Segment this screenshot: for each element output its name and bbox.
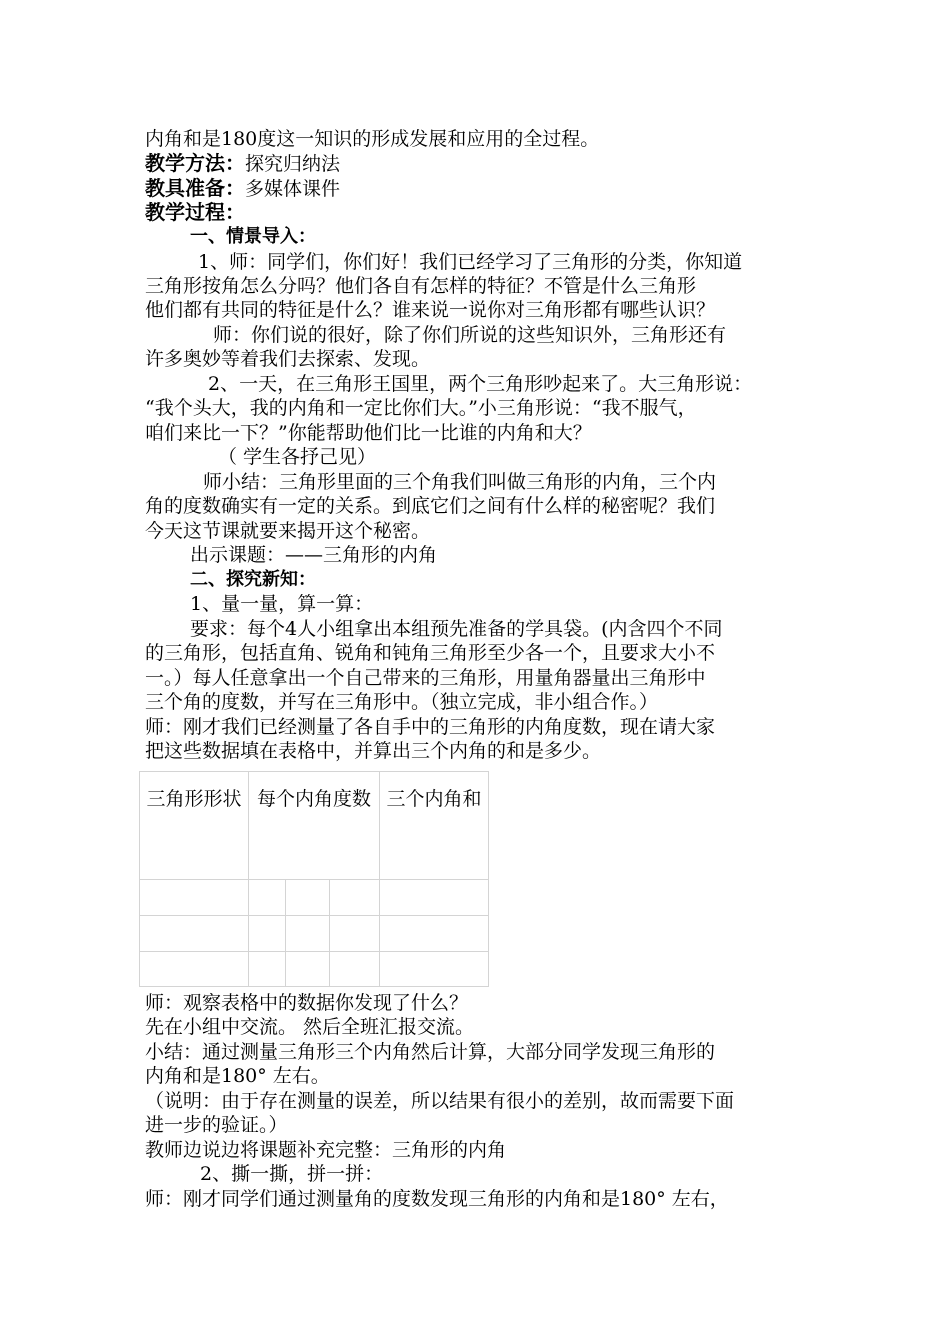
text-line: 内角和是180度这一知识的形成发展和应用的全过程。 [145, 128, 600, 150]
text-line: 许多奥妙等着我们去探索、发现。 [145, 348, 431, 370]
table-rule [139, 986, 489, 987]
table-rule [379, 771, 380, 987]
teaching-method-line [145, 151, 340, 175]
text-line: 师：刚才同学们通过测量角的度数发现三角形的内角和是180° 左右， [145, 1188, 729, 1210]
text-line: 师：刚才我们已经测量了各自手中的三角形的内角度数，现在请大家 [145, 716, 716, 738]
table-rule [488, 771, 489, 987]
text-line: 1、量一量，算一算： [190, 593, 374, 615]
table-rule [285, 879, 286, 987]
teaching-method-label: 教学方法： [145, 151, 245, 175]
table-header-shape: 三角形形状 [146, 788, 242, 810]
text-line: 1、师：同学们，你们好！我们已经学习了三角形的分类，你知道 [198, 251, 743, 273]
table-rule [248, 771, 249, 987]
text-line: 的三角形，包括直角、锐角和钝角三角形至少各一个，且要求大小不 [145, 642, 716, 664]
text-line: 三个角的度数，并写在三角形中。（独立完成，非小组合作。） [145, 691, 659, 713]
table-rule [139, 951, 489, 952]
text-line: 2、一天，在三角形王国里，两个三角形吵起来了。大三角形说： [208, 373, 753, 395]
table-header-sum: 三个内角和 [386, 788, 482, 810]
text-line: 今天这节课就要来揭开这个秘密。 [145, 520, 431, 542]
text-line: 一。）每人任意拿出一个自己带来的三角形，用量角器量出三角形中 [145, 667, 706, 689]
text-line: “我个头大，我的内角和一定比你们大。”小三角形说：“我不服气， [145, 397, 697, 419]
table-header-angles: 每个内角度数 [256, 788, 371, 810]
section-heading: 一、情景导入： [190, 226, 316, 247]
text-line: 三角形按角怎么分吗？他们各自有怎样的特征？不管是什么三角形 [145, 275, 697, 297]
table-rule [139, 771, 489, 772]
text-line: 角的度数确实有一定的关系。到底它们之间有什么样的秘密呢？我们 [145, 495, 716, 517]
text-line: 小结：通过测量三角形三个内角然后计算，大部分同学发现三角形的 [145, 1041, 716, 1063]
teaching-tools-label: 教具准备： [145, 176, 245, 200]
text-line: 先在小组中交流。 然后全班汇报交流。 [145, 1016, 475, 1038]
text-line: 师小结：三角形里面的三个角我们叫做三角形的内角，三个内 [203, 471, 717, 493]
teaching-tools-value: 多媒体课件 [245, 178, 341, 200]
table-rule [139, 879, 489, 880]
text-line: 把这些数据填在表格中，并算出三个内角的和是多少。 [145, 740, 602, 762]
text-line: 师：你们说的很好，除了你们所说的这些知识外，三角形还有 [213, 324, 727, 346]
text-line: 出示课题：——三角形的内角 [190, 544, 438, 566]
text-line: 咱们来比一下？”你能帮助他们比一比谁的内角和大？ [145, 422, 592, 444]
teaching-method-value: 探究归纳法 [245, 153, 341, 175]
table-rule [139, 915, 489, 916]
table-rule [329, 879, 330, 987]
text-line: （说明：由于存在测量的误差，所以结果有很小的差别，故而需要下面 [145, 1090, 735, 1112]
text-line: （ 学生各抒己见） [218, 446, 377, 468]
table-rule [139, 771, 140, 987]
text-line: 师：观察表格中的数据你发现了什么？ [145, 992, 469, 1014]
text-line: 进一步的验证。） [145, 1114, 288, 1136]
angle-data-table [139, 771, 489, 987]
text-line: 内角和是180° 左右。 [145, 1065, 330, 1087]
text-line: 教师边说边将课题补充完整：三角形的内角 [145, 1139, 507, 1161]
teaching-tools-line [145, 176, 340, 200]
section-heading: 二、探究新知： [190, 569, 316, 590]
text-line: 要求：每个4人小组拿出本组预先准备的学具袋。(内含四个不同 [190, 618, 723, 640]
text-line: 2、撕一撕，拼一拼： [200, 1163, 384, 1185]
teaching-process-heading: 教学过程： [145, 200, 245, 224]
text-line: 他们都有共同的特征是什么？谁来说一说你对三角形都有哪些认识？ [145, 299, 716, 321]
